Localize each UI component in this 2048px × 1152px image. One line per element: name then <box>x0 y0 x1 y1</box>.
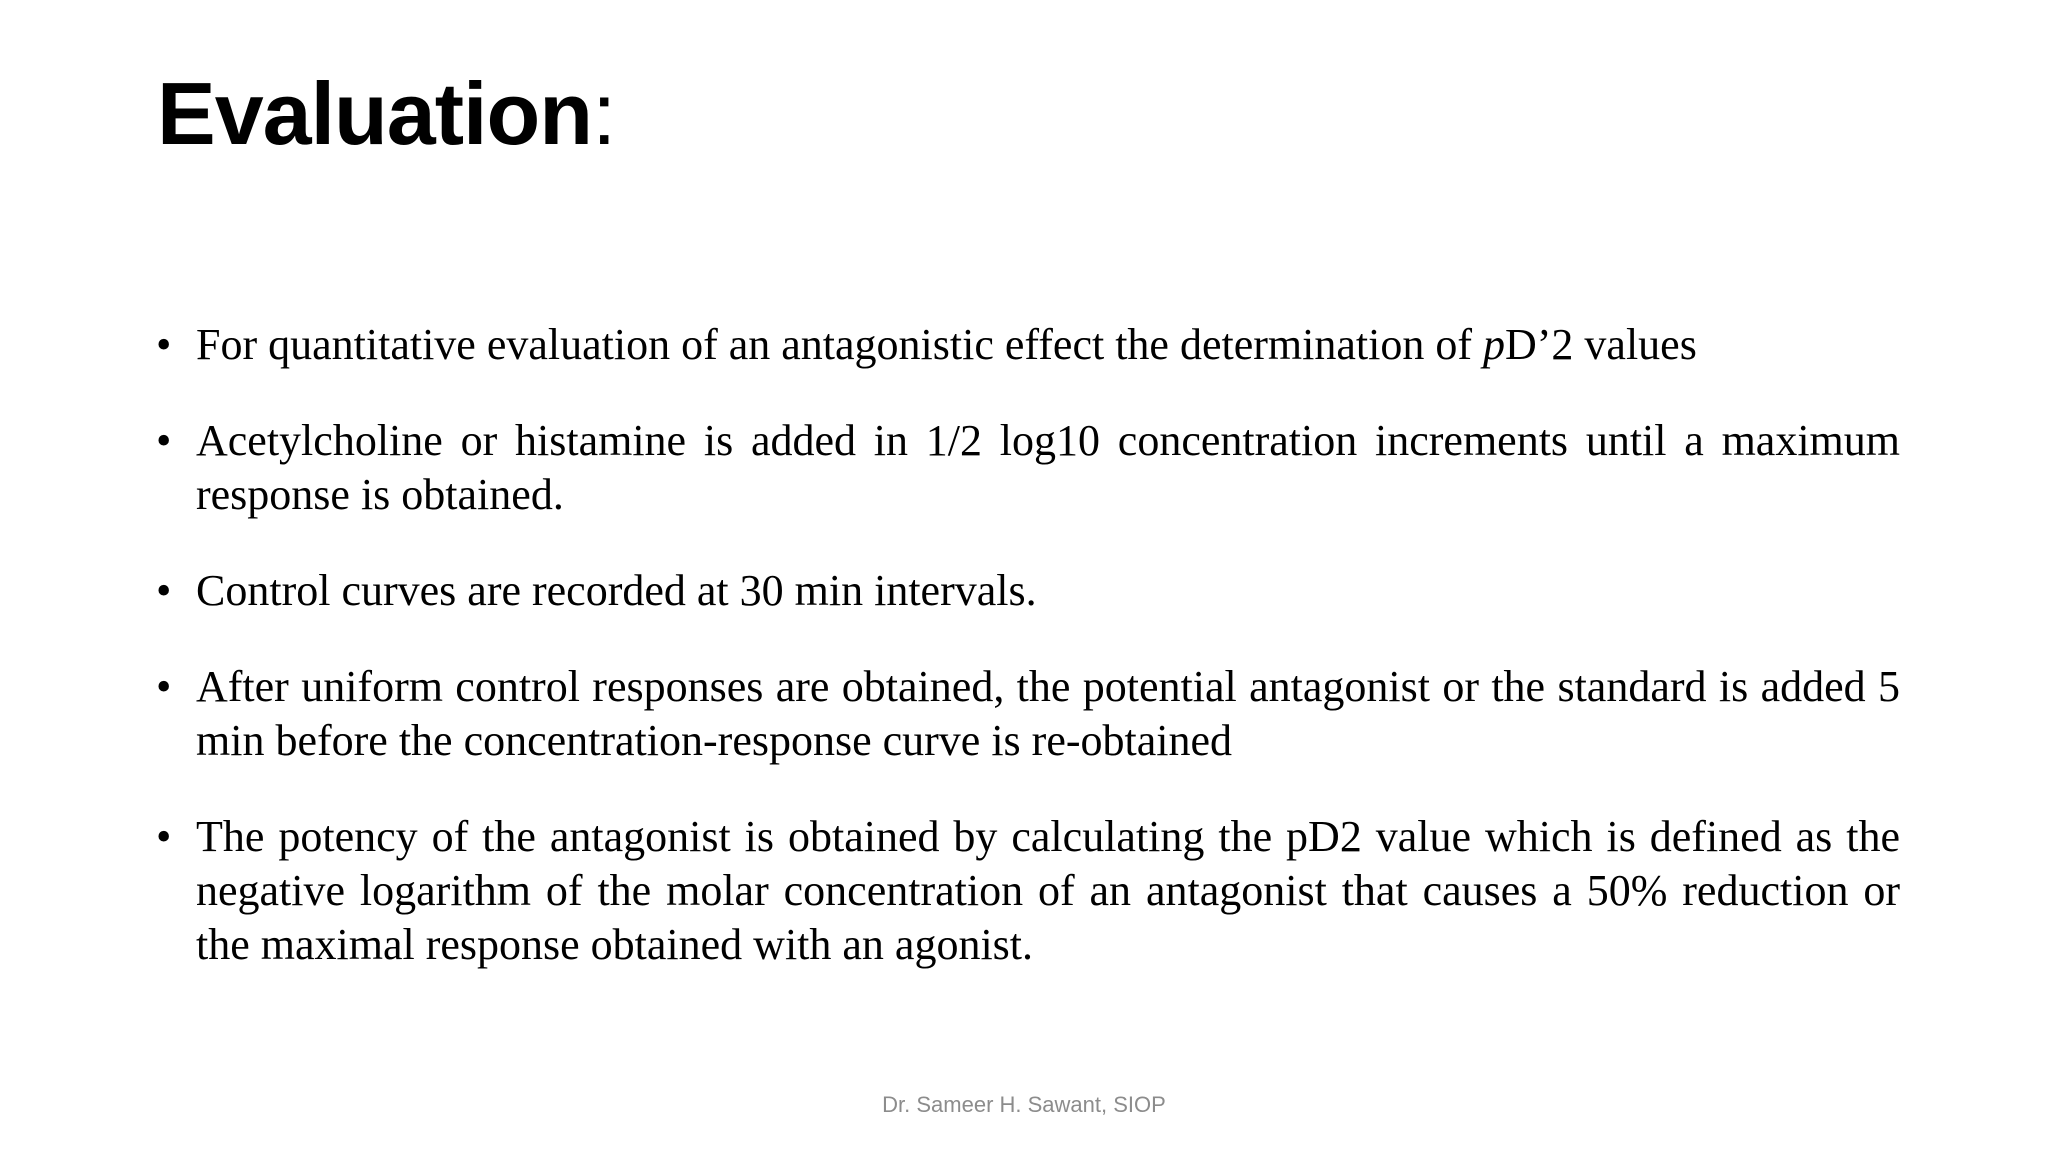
bullet-1-italic-p: p <box>1482 320 1505 369</box>
bullet-item-5 <box>150 810 1900 972</box>
bullet-list <box>150 318 1900 1014</box>
slide-title-text: Evaluation <box>157 64 592 163</box>
bullet-item-2 <box>150 414 1900 522</box>
bullet-item-1 <box>150 318 1900 372</box>
bullet-2-text: Acetylcholine or histamine is added in 1/2 log10 concentration increments until a maximum response is obtained. <box>196 416 1900 519</box>
slide-title <box>157 66 615 163</box>
bullet-1-text-end: D’2 values <box>1504 320 1697 369</box>
slide-footer: Dr. Sameer H. Sawant, SIOP <box>882 1092 1166 1117</box>
slide-title-colon: : <box>591 64 616 163</box>
bullet-1-text: For quantitative evaluation of an antagonistic effect the determination of <box>196 320 1483 369</box>
bullet-5-text: The potency of the antagonist is obtained by calculating the pD2 value which is defined as the negative logarithm of the molar concentration of an antagonist that causes a 50% reduction or the maximal response obtained with an agonist. <box>196 812 1900 969</box>
bullet-3-text: Control curves are recorded at 30 min intervals. <box>196 566 1037 615</box>
bullet-4-text: After uniform control responses are obtained, the potential antagonist or the standard is added 5 min before the concentration-response curve is re-obtained <box>196 662 1900 765</box>
bullet-item-3 <box>150 564 1900 618</box>
bullet-item-4 <box>150 660 1900 768</box>
